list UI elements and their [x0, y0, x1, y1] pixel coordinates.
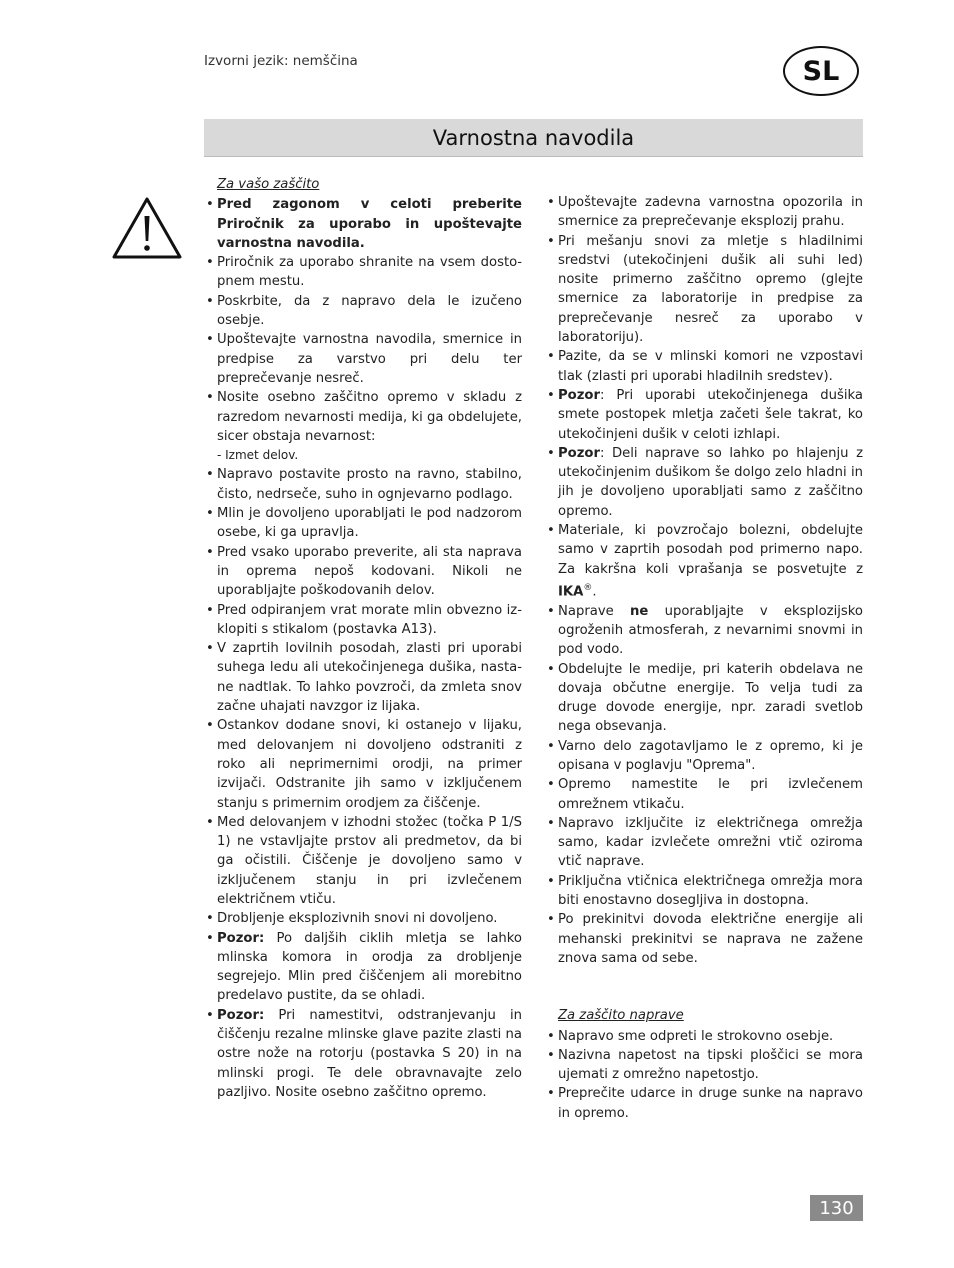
list-item: • Med delovanjem v izhodni stožec (točka P 1/S 1) ne vstavljajte prstov ali predmetov, da bi ga očistili. Čiščenje je dovoljeno samo v izključenem stanju in pri izvlečenem električnem vtiču. [204, 813, 522, 909]
list-item: • Priročnik za uporabo shranite na vsem dostopnem mestu. [204, 253, 522, 292]
list-item: • Drobljenje eksplozivnih snovi ni dovoljeno. [204, 909, 522, 928]
section-heading-protection: Za vašo zaščito [217, 177, 320, 192]
list-item: • Poskrbite, da z napravo dela le izučeno osebje. [204, 292, 522, 331]
warning-triangle-icon [111, 196, 183, 260]
list-item: • Pozor: Po daljših ciklih mletja se lahko mlinska komora in orodja za drobljenje segrejejo. Mlin pred čiščenjem ali morebitno predelavo pustite, da se ohladi. [204, 929, 522, 1006]
list-item: • Ostankov dodane snovi, ki ostanejo v lijaku, med delovanjem ni dovoljeno odstraniti z roko ali neprimernimi orodji, na primer izvijači. Odstranite jih samo v izključenem stanju s primernim orodjem za čiščenje. [204, 716, 522, 812]
list-item: • Nazivna napetost na tipski ploščici se mora ujemati z omrežno napetostjo. [545, 1046, 863, 1085]
list-item: • Napravo postavite prosto na ravno, stabilno, čisto, nedrseče, suho in ognjevarno podlago. [204, 465, 522, 504]
left-column [204, 175, 522, 1102]
page-title: Varnostna navodila [204, 119, 863, 157]
list-item: • Materiale, ki povzročajo bolezni, obdelujte samo v zaprtih posodah pod primerno napo. Za kakršna koli vprašanja se posvetujte z IKA®. [545, 521, 863, 602]
list-item: • Pozor: Pri namestitvi, odstranjevanju in čiščenju rezalne mlinske glave pazite zlasti na ostre nože na rotorju (postavka S 20) in na mlinski progi. Te dele obravnavajte zelo pazljivo. Nosite osebno zaščitno opremo. [204, 1006, 522, 1102]
list-item: • Preprečite udarce in druge sunke na napravo in opremo. [545, 1084, 863, 1123]
list-item: • Upoštevajte varnostna navodila, smernice in predpise za varstvo pri delu ter preprečevanje nesreč. [204, 330, 522, 388]
list-item: • Mlin je dovoljeno uporabljati le pod nadzorom osebe, ki ga upravlja. [204, 504, 522, 543]
list-item: • Pri mešanju snovi za mletje s hladilnimi sredstvi (utekočinjeni dušik ali suhi led) nosite primerno zaščitno opremo (glejte smernice za laboratorije in predpise za preprečevanje nesreč za uporabo v laboratoriju). [545, 232, 863, 348]
source-language-note: Izvorni jezik: nemščina [204, 53, 358, 69]
safety-list-right [545, 193, 863, 968]
list-item: • Priključna vtičnica električnega omrežja mora biti enostavno dosegljiva in dostopna. [545, 872, 863, 911]
list-item: • V zaprtih lovilnih posodah, zlasti pri uporabi suhega ledu ali utekočinjenega dušika, nastane nadtlak. To lahko povzroči, da zmleta snov začne uhajati navzgor iz lijaka. [204, 639, 522, 716]
section-heading-device: Za zaščito naprave [558, 1008, 684, 1024]
page-number: 130 [810, 1195, 863, 1221]
right-column [545, 193, 863, 1123]
list-item: • Napravo izključite iz električnega omrežja samo, kadar izvlečete omrežni vtič oziroma vtič naprave. [545, 814, 863, 872]
list-item: • Pozor: Deli naprave so lahko po hlajenju z utekočinjenim dušikom še dolgo zelo hladni in jih je dovoljeno uporabljati samo z zaščitno opremo. [545, 444, 863, 521]
spacer [545, 968, 863, 1006]
list-item: • Po prekinitvi dovoda električne energije ali mehanski prekinitvi se naprava ne zažene znova sama od sebe. [545, 910, 863, 968]
list-item: • Naprave ne uporabljajte v eksplozijsko ogroženih atmosferah, z nevarnimi snovmi in pod vodo. [545, 602, 863, 660]
list-item: • Pred vsako uporabo preverite, ali sta naprava in oprema nepoš kodovani. Nikoli ne uporabljajte poškodovanih delov. [204, 543, 522, 601]
brand-name: IKA [558, 584, 584, 600]
list-item: • Pazite, da se v mlinski komori ne vzpostavi tlak (zlasti pri uporabi hladilnih sredstev). [545, 347, 863, 386]
list-item: • Upoštevajte zadevna varnostna opozorila in smernice za preprečevanje eksplozij prahu. [545, 193, 863, 232]
list-item: • Napravo sme odpreti le strokovno osebje. [545, 1027, 863, 1046]
list-item: • Opremo namestite le pri izvlečenem omrežnem vtikaču. [545, 775, 863, 814]
safety-list-left [204, 195, 522, 1102]
list-item: • Pred odpiranjem vrat morate mlin obvezno izklopiti s stikalom (postavka A13). [204, 601, 522, 640]
list-item: • Varno delo zagotavljamo le z opremo, ki je opisana v poglavju "Oprema". [545, 737, 863, 776]
language-badge: SL [783, 46, 859, 96]
sub-item: - Izmet delov. [217, 448, 299, 463]
list-item: • Obdelujte le medije, pri katerih obdelava ne dovaja občutne energije. To velja tudi za druge dovode energije, npr. zaradi svetlob nega obsevanja. [545, 660, 863, 737]
list-item: • Pozor: Pri uporabi utekočinjenega dušika smete postopek mletja začeti šele takrat, ko utekočinjeni dušik v celoti izhlapi. [545, 386, 863, 444]
list-item: • Pred zagonom v celoti preberite Priročnik za uporabo in upoštevajte varnostna navodila. [204, 195, 522, 253]
device-protection-list [545, 1027, 863, 1123]
list-item: • Nosite osebno zaščitno opremo v skladu z razredom nevarnosti medija, ki ga obdelujete, sicer obstaja nevarnost: - Izmet delov. [204, 388, 522, 465]
